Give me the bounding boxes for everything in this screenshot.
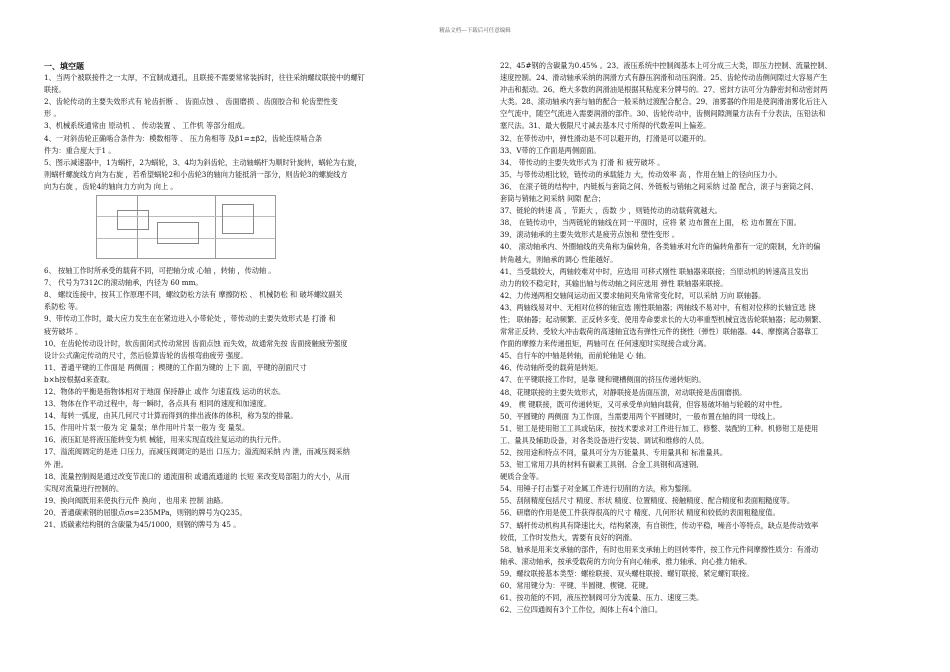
text-line: 37、链轮的转速 高 ，节距大 ，齿数 少 ，则链传动的动载荷就越大。	[500, 206, 722, 216]
right-column	[500, 60, 920, 616]
left-column	[44, 60, 449, 531]
text-line: 46、传动轴所受的载荷是转矩。	[500, 363, 603, 373]
text-line: 5、图示减速器中，1为蜗杆，2为蜗轮，3、4均为斜齿轮，主动轴蜗杆为顺时针旋转，蜗轮为右旋，	[44, 157, 362, 167]
text-line: 性； 联轴器；起动频繁、正反转多变、使用寿命要求长的大功率重型机械宜选齿轮联轴器；起动频繁、	[500, 314, 826, 324]
text-line: 54、用锤子打击錾子对金属工件进行切削的方法，称为錾削。	[500, 484, 697, 494]
text-line: 55、刮削精度包括尺寸 精度、形状 精度、位置精度、接触精度、配合精度和表面粗糙度等。	[500, 496, 795, 506]
text-line: 9、带传动工作时，最大应力发生在在紧边进入小带轮处 ，带传动的主要失效形式是 打滑 和	[44, 314, 336, 324]
text-line: 4、一对斜齿轮正确啮合条件为：模数相等 、 压力角相等 及β1=±β2，齿轮连续啮合条	[44, 133, 323, 143]
text-line: 2、齿轮传动的主要失效形式有 轮齿折断 、 齿面点蚀 、 齿面磨损 、齿面胶合和 轮齿塑性变	[44, 97, 338, 107]
text-line: 8、 螺纹连接中，按其工作原理不同，螺纹防松方法有 摩擦防松 、 机械防松 和 破坏螺纹副关	[44, 290, 343, 300]
text-line: 塞尺法。31、最大极限尺寸减去基本尺寸所得的代数差叫上偏差。	[500, 121, 711, 131]
text-line: 48、花键联接的主要失效形式，对静联接是齿面压溃，对动联接是齿面磨损。	[500, 387, 747, 397]
text-line: 硬质合金等。	[500, 472, 544, 482]
text-line: 较低，工作时发热大，需要有良好的润滑。	[500, 532, 637, 542]
text-line: 3、机械系统通常由 原动机 、 传动装置 、 工作机 等部分组成。	[44, 121, 250, 131]
text-line: 件为：重合度大于1 。	[44, 145, 116, 155]
text-line: 20、普通碳素钢的屈服点σs=235MPa，则钢的牌号为Q235。	[44, 507, 247, 517]
reducer-diagram	[96, 195, 276, 259]
text-line: 39、滚动轴承的主要失效形式是疲劳点蚀和 塑性变形 。	[500, 230, 680, 240]
text-line: 套筒与销轴之间采纳 间隙 配合；	[500, 194, 606, 204]
text-line: 33、V带的工作面是两侧面面。	[500, 145, 601, 155]
text-line: 19、换向阀既用来使执行元件 换向 ，也用来 控制 油路。	[44, 495, 228, 505]
text-line: 18、流量控制阀是通过改变节流口的 通流面积 或通流通道的 长短 来改变局部阻力的大小，从而	[44, 471, 350, 481]
text-line: 14、每转一弧度，由其几何尺寸计算而得到的排出液体的体积，称为泵的排量。	[44, 411, 298, 421]
text-line: 62、三位四通阀有3个工作位，阀体上有4个油口。	[500, 605, 663, 615]
text-line: 联接。	[44, 85, 66, 95]
text-line: 外 泄。	[44, 459, 68, 469]
text-line: 空气流中，随空气流进入需要润滑的部件。30、齿轮传动中，齿侧间隙测量方法有千分表法，压铅法和	[500, 109, 826, 119]
page-header: 精品文档---下载后可任意编辑	[439, 28, 511, 34]
text-line: 13、物体在作平动过程中，每一瞬时，各点具有 相同的速度和加速度。	[44, 399, 272, 409]
text-line: 51、钳工是使用钳工工具或钻床，按技术要求对工件进行加工、修整、装配的工种。机修钳工是使用	[500, 423, 819, 433]
text-line: 21、质碳素结构钢的含碳量为45/1000，则钢的牌号为 45 。	[44, 520, 241, 529]
text-line: 速度控制。24、滑动轴承采纳的润滑方式有静压润滑和动压润滑。25、齿轮传动齿侧间隙过大容易产生	[500, 73, 828, 83]
text-line: 6、 按轴工作时所承受的载荷不同，可把轴分成 心轴 ，转轴 ，传动轴 。	[44, 266, 276, 276]
text-line: 12、物体的平衡是指物体相对于地面 保持静止 或作 匀速直线 运动的状态。	[44, 386, 286, 396]
text-line: 56、研磨的作用是使工件获得很高的尺寸 精度、几何形状 精度和较低的表面粗糙度值。	[500, 508, 780, 518]
text-line: 42、力传递两相交轴间运动而又要求轴间夹角常常变化时，可以采纳 万向 联轴器。	[500, 290, 766, 300]
text-line: 60、常用键分为：平键、半圆键、楔键、花键。	[500, 581, 653, 591]
text-line: 34、 带传动的主要失效形式为 打滑 和 疲劳破坏 。	[500, 157, 665, 167]
text-line: 大类。28、滚动轴承内套与轴的配合一般采纳过渡配合配合。29、油雾器的作用是使润滑油雾化后注入	[500, 97, 828, 107]
text-line: 设计公式确定传动的尺寸，然后验算齿轮的齿根弯曲疲劳 强度。	[44, 350, 248, 360]
text-line: 1、当两个被联接件之一太厚，不宜制成通孔，且联接不需要常常装拆时，往往采纳螺纹联接中的螺钉	[44, 73, 365, 83]
text-line: 动力的较不稳定时，其输出轴与传动轴之间应选用 弹性 联轴器来联接。	[500, 278, 728, 288]
text-line: 49、 楔 键联接，既可传递转矩，又可承受单向轴向载荷，但容易破坏轴与轮毂的对中性。	[500, 399, 787, 409]
text-line: 57、蜗杆传动机构具有降速比大，结构紧凑，有自锁性，传动平稳，噪音小等特点，缺点是传动效率	[500, 520, 819, 530]
text-line: 10、在齿轮传动设计时，软齿面闭式传动常因 齿面点蚀 而失效，故通常先按 齿面接触疲劳强度	[44, 338, 348, 348]
text-line: 11、普通平键的工作面是 两侧面 ；楔键的工作面为键的 上下 面，平键的剖面尺寸	[44, 362, 307, 372]
text-line: 32、在带传动中，弹性滑动是不可以避开的，打滑是可以避开的。	[500, 133, 711, 143]
text-line: 22、45#钢的含碳量为0.45% 。23、液压系统中控制阀基本上可分成三大类，即压力控制、流量控制、	[500, 61, 832, 70]
section-title: 一、填空题	[44, 61, 84, 71]
text-line: 15、作用叶片泵一般为 定 量泵；单作用叶片泵一般为 变 量泵。	[44, 423, 250, 433]
text-line: b×h按根据d来查取。	[44, 374, 115, 384]
text-line: 常常正反转、受较大冲击载荷的高速轴宜选有弹性元件的挠性（弹性）联轴器。44、摩擦离合器靠工	[500, 327, 819, 337]
text-line: 50、平圆键的 两侧面 为工作面，当需要用两个平圆键时，一般布置在轴的同一母线上。	[500, 411, 780, 421]
text-line: 36、 在滚子链的结构中，内链板与套筒之间、外链板与销轴之间采纳 过盈 配合，滚子与套筒之间、	[500, 181, 818, 191]
text-line: 35、与带传动相比较，链传动的承载能力 大，传动效率 高 ，作用在轴上的径向压力小。	[500, 169, 782, 179]
text-line: 45、自行车的中轴是转轴，而前轮轴是 心 轴。	[500, 351, 651, 361]
text-line: 作面的摩擦力来传递扭矩，两轴可在 任何速度时实现接合或分离。	[500, 339, 711, 349]
text-line: 则蜗杆螺旋线方向为右旋 ，若希望蜗轮2和小齿轮3的轴向力能抵消一部分，则齿轮3的螺旋线方	[44, 169, 348, 179]
text-line: 17、溢流阀调定的是进 口压力，而减压阀调定的是出 口压力；溢流阀采纳 内 泄，而减压阀采纳	[44, 447, 350, 457]
text-line: 58、轴承是用来支承轴的部件，有时也用来支承轴上的回转零件，按工作元件间摩擦性质分：有滑动	[500, 544, 819, 554]
text-line: 7、 代号为7312C的滚动轴承，内径为 60 mm。	[44, 278, 203, 288]
text-line: 38、 在链传动中，当两链轮的轴线在同一平面时，应将 紧 边布置在上面， 松 边布置在下面。	[500, 218, 801, 228]
text-line: 47、在平键联接工作时，是靠 键和键槽侧面的挤压传递转矩的。	[500, 375, 706, 385]
text-line: 41、当受载较大，两轴较难对中时，应选用 可移式刚性 联轴器来联接；当原动机的转速高且发出	[500, 266, 809, 276]
text-line: 实现对流量进行控制的。	[44, 483, 124, 493]
text-line: 转角越大，则轴承的调心 性能越好。	[500, 254, 618, 264]
text-line: 工、量具及辅助设备，对各类设备进行安装、调试和维修的人员。	[500, 435, 709, 445]
text-line: 59、螺纹联接基本类型：螺栓联接、双头螺柱联接、螺钉联接、紧定螺钉联接。	[500, 568, 754, 578]
text-line: 61、按功能的不同，液压控制阀可分为流量、压力、速度三类。	[500, 593, 704, 603]
text-line: 系防松 等。	[44, 302, 83, 312]
text-line: 16、液压缸是将液压能转变为机 械能，用来实现直线往复运动的执行元件。	[44, 435, 286, 445]
text-line: 轴承、滚动轴承，按承受载荷的方向分有向心轴承，推力轴承、向心推力轴承。	[500, 556, 752, 566]
text-line: 52、按用途和特点不同，量具可分为万能量具、专用量具和 标准量具。	[500, 448, 728, 457]
text-line: 43、两轴线易对中、无相对位移的轴宜选 刚性联轴器；两轴线不易对中，有相对位移的长轴宜选 挠	[500, 302, 816, 312]
text-line: 40、 滚动轴承内、外圈轴线的夹角称为偏转角，各类轴承对允许的偏转角都有一定的限制，允许的偏	[500, 242, 821, 252]
text-line: 53、钳工常用刀具的材料有碳素工具钢、合金工具钢和高速钢、	[500, 460, 704, 470]
text-line: 冲击和振动。26、绝大多数的润滑油是根据其粘度来分牌号的。27、密封方法可分为静密封和动密封两	[500, 85, 828, 95]
text-line: 向为右旋 ，齿轮4的轴向力方向为 向上 。	[44, 181, 178, 191]
text-line: 疲劳破坏 。	[44, 326, 83, 336]
text-line: 形 。	[44, 109, 61, 119]
